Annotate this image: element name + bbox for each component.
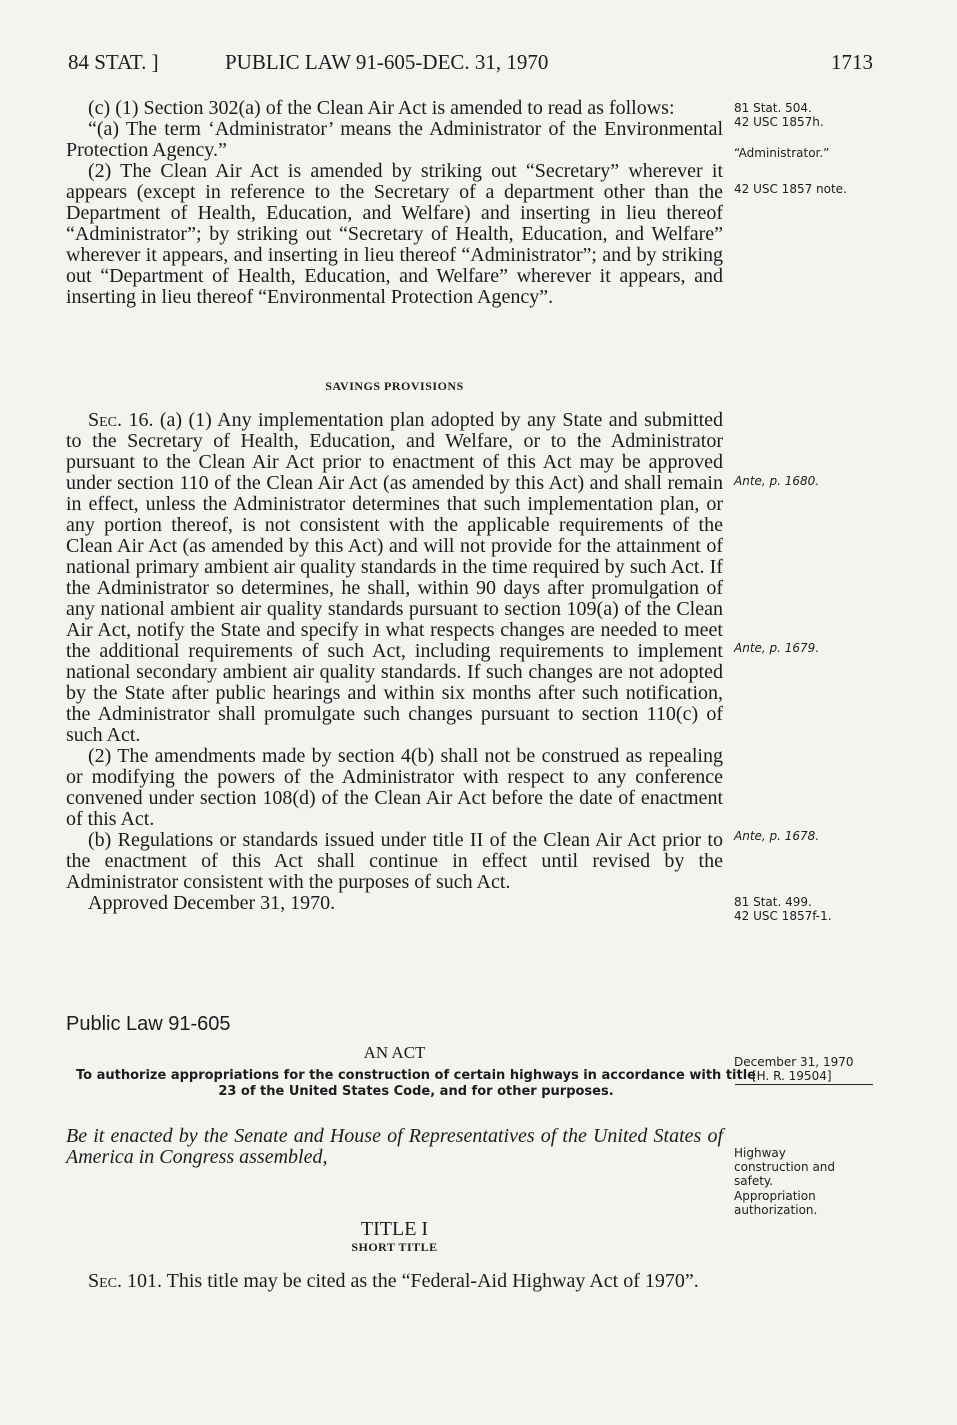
main-text-top (66, 98, 723, 308)
short-title-heading: SHORT TITLE (351, 1240, 438, 1254)
section-label: Sec. 16. (88, 409, 154, 431)
margin-note-date-bill (734, 1055, 884, 1083)
main-text-savings (66, 410, 723, 914)
margin-note-administrator: “Administrator.” (734, 146, 830, 160)
margin-line: [H. R. 19504] (752, 1069, 832, 1083)
act-description: To authorize appropriations for the construction of certain highways in accordance with title 23 of the United States Code, and for other purposes. (76, 1068, 756, 1099)
paragraph-c2: (2) The Clean Air Act is amended by striking out “Secretary” wherever it appears (except in reference to the Secretary of a department other than the Department of Health, Education, and Welfare) and inserting in lieu thereof “Administrator”; by striking out “Secretary of Health, Education, and Welfare” wherever it appears, and inserting in lieu thereof “Administrator”; and by striking out “Department of Health, Education, and Welfare” wherever it appears, and inserting in lieu thereof “Environmental Protection Agency”. (66, 160, 723, 308)
public-law-number: Public Law 91-605 (66, 1013, 231, 1035)
paragraph-sec16-b: (b) Regulations or standards issued under title II of the Clean Air Act prior to the enactment of this Act shall continue in effect until revised by the Administrator consistent with the purposes of such Act. (66, 829, 723, 893)
margin-note-appropriation: Appropriation authorization. (734, 1189, 818, 1217)
approved-date: Approved December 31, 1970. (88, 892, 336, 914)
margin-note-ante-1679: Ante, p. 1679. (734, 641, 820, 655)
page-header-title: PUBLIC LAW 91-605-DEC. 31, 1970 (225, 50, 549, 74)
margin-rule (735, 1084, 873, 1085)
margin-note-ante-1678: Ante, p. 1678. (734, 829, 820, 843)
margin-line: 42 USC 1857f-1. (734, 909, 832, 923)
an-act-heading: AN ACT (363, 1043, 426, 1062)
margin-note-usc-note: 42 USC 1857 note. (734, 182, 847, 196)
paragraph-definition: “(a) The term ‘Administrator’ means the Administrator of the Environmental Protection Agency.” (66, 118, 723, 161)
margin-line: 81 Stat. 504. (734, 101, 812, 115)
margin-note-highway: Highway construction and safety. (734, 1146, 836, 1188)
section-101-text: This title may be cited as the “Federal-Aid Highway Act of 1970”. (166, 1270, 699, 1292)
paragraph-c1: (c) (1) Section 302(a) of the Clean Air Act is amended to read as follows: (88, 97, 675, 119)
paragraph-sec16-a2: (2) The amendments made by section 4(b) shall not be construed as repealing or modifying the powers of the Administrator with respect to any conference convened under section 108(d) of the Clean Air Act before the date of enactment of this Act. (66, 745, 723, 830)
margin-note-stat-499 (734, 895, 884, 923)
margin-line: 81 Stat. 499. (734, 895, 812, 909)
margin-line: December 31, 1970 (734, 1055, 854, 1069)
margin-note-stat-504 (734, 101, 884, 129)
paragraph-sec16-text: (a) (1) Any implementation plan adopted by any State and submitted to the Secretary of Health, Education, and Welfare, or to the Administrator pursuant to the Clean Air Act prior to enactment of this Act may be approved under section 110 of the Clean Air Act (as amended by this Act) and shall remain in effect, unless the Administrator determines that such implementation plan, or any portion thereof, is not consistent with the applicable requirements of the Clean Air Act (as amended by this Act) and will not provide for the attainment of national primary ambient air quality standards in the time required by such Act. If the Administrator so determines, he shall, within 90 days after promulgation of any national ambient air quality standards pursuant to section 109(a) of the Clean Air Act, notify the State and specify in what respects changes are needed to meet the additional requirements of such Act, including requirements to implement national secondary ambient air quality standards. If such changes are not adopted by the State after public hearings and within six months after such notification, the Administrator shall promulgate such changes pursuant to section 110(c) of such Act. (66, 409, 723, 746)
title-heading: TITLE I (360, 1218, 429, 1240)
margin-note-ante-1680: Ante, p. 1680. (734, 474, 820, 488)
stat-reference: 84 STAT. ] (68, 50, 159, 74)
enacting-clause: Be it enacted by the Senate and House of Representatives of the United States of America in Congress assembled, (66, 1125, 723, 1168)
margin-line: 42 USC 1857h. (734, 115, 824, 129)
savings-heading: SAVINGS PROVISIONS (325, 379, 464, 393)
section-101-label: Sec. 101. (88, 1270, 163, 1292)
page-number: 1713 (831, 50, 873, 74)
paragraph-sec16-a1 (66, 410, 723, 746)
section-101 (66, 1271, 723, 1292)
